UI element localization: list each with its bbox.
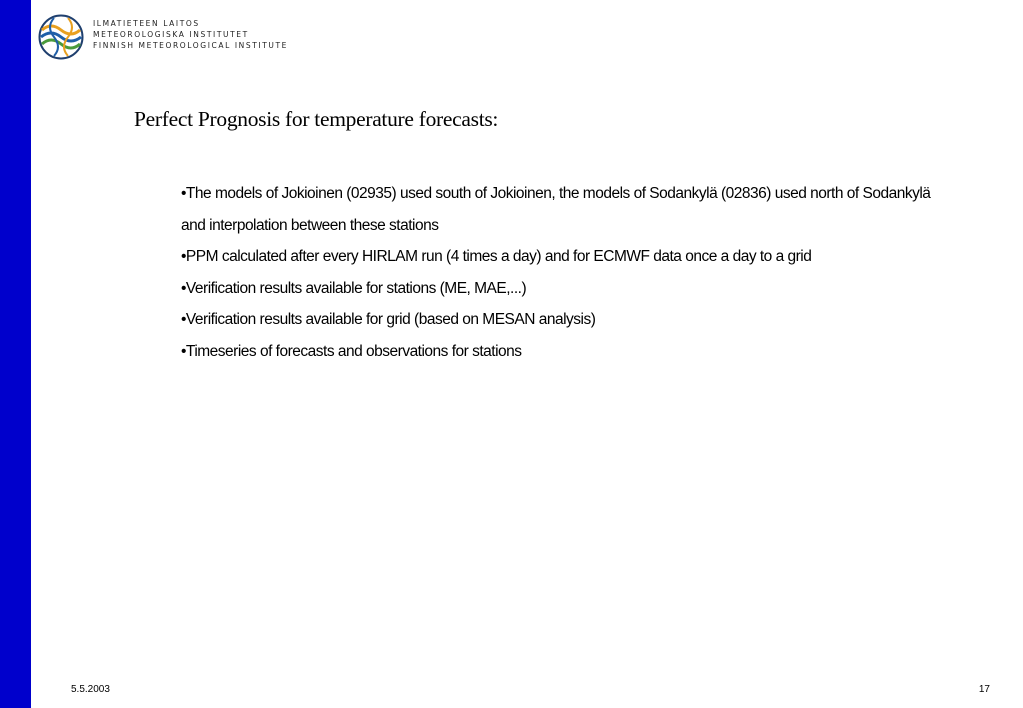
- organization-names: [93, 18, 288, 51]
- page-number: 17: [978, 684, 990, 695]
- bullet-item: •Verification results available for grid (based on MESAN analysis): [181, 311, 596, 328]
- footer-date: 5.5.2003: [71, 684, 110, 695]
- bullet-item: •The models of Jokioinen (02935) used south of Jokioinen, the models of Sodankylä (02836) used north of Sodankylä and interpolation between these stations: [181, 185, 931, 234]
- bullet-list: [181, 178, 941, 367]
- org-name-swedish: METEOROLOGISKA INSTITUTET: [93, 30, 249, 39]
- bullet-item: •Timeseries of forecasts and observations for stations: [181, 342, 522, 360]
- fmi-logo-icon: [38, 14, 84, 60]
- side-bar: [0, 0, 31, 708]
- org-name-finnish: ILMATIETEEN LAITOS: [93, 19, 200, 28]
- slide-title: Perfect Prognosis for temperature forecasts:: [134, 107, 499, 131]
- org-name-english: FINNISH METEOROLOGICAL INSTITUTE: [93, 41, 289, 50]
- bullet-item: •PPM calculated after every HIRLAM run (4 times a day) and for ECMWF data once a day to a grid: [181, 248, 812, 265]
- bullet-item: •Verification results available for stations (ME, MAE,...): [181, 279, 527, 297]
